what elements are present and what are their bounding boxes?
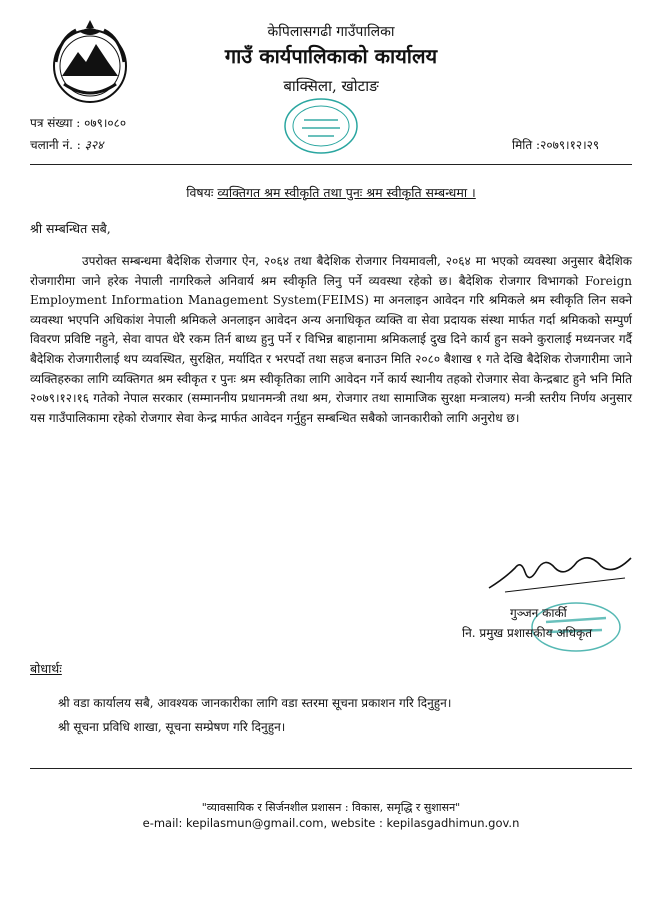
office-address: बाक्सिला, खोटाङ — [283, 77, 379, 95]
footer-motto: "व्यावसायिक र सिर्जनशील प्रशासन : विकास, समृद्धि र सुशासन" — [201, 801, 461, 814]
office-name: केपिलासगढी गाउँपालिका — [267, 24, 395, 40]
cc-item: श्री वडा कार्यालय सबै, आवश्यक जानकारीका लागि वडा स्तरमा सूचना प्रकाशन गरि दिनुहुन। — [58, 696, 452, 710]
office-stamp-icon — [282, 96, 360, 156]
cc-heading: बोधार्थः — [30, 661, 62, 676]
dispatch-number: चलानी नं. : ३२४ — [30, 138, 104, 152]
letter-date: मिति :२०७९।१२।२९ — [512, 138, 600, 152]
footer-contact: e-mail: kepilasmun@gmail.com, website : kepilasgadhimun.gov.n — [142, 816, 520, 830]
header-divider — [30, 164, 632, 165]
handwritten-signature-icon — [485, 548, 635, 598]
subject-line: विषयः व्यक्तिगत श्रम स्वीकृति तथा पुनः श्रम स्वीकृति सम्बन्धमा । — [186, 185, 476, 200]
office-title: गाउँ कार्यपालिकाको कार्यालय — [224, 44, 438, 68]
signatory-name: गुञ्जन कार्की — [510, 606, 567, 620]
cc-item: श्री सूचना प्रविधि शाखा, सूचना सम्प्रेषण गरि दिनुहुन। — [58, 720, 286, 734]
salutation: श्री सम्बन्धित सबै, — [30, 221, 111, 236]
signatory-title: नि. प्रमुख प्रशासकीय अधिकृत — [462, 626, 593, 640]
footer-divider — [30, 768, 632, 769]
letter-body: उपरोक्त सम्बन्धमा बैदेशिक रोजगार ऐन, २०६४ तथा बैदेशिक रोजगार नियमावली, २०६४ मा भएको व्यवस्था अनुसार बैदेशिक रोजगारीमा जाने हरेक नेपाली नागरिकले अनिवार्य श्रम स्वीकृति लिनु पर्ने व्यवस्था रहेको छ। बैदेशिक रोजगार विभागको Foreign Employment Information Management System(FEIMS) मा अनलाइन आवेदन गरि श्रमिकले श्रम स्वीकृति लिन सक्ने व्यवस्था भएपनि अधिकांश नेपाली श्रमिकले अनलाइन आवेदन अन्य अनाधिकृत व्यक्ति वा सेवा प्रदायक संस्था मार्फत गर्दा श्रमिकको सम्पुर्ण विवरण प्रविष्टि नहुने, सेवा वापत धेरै रकम तिर्न बाध्य हुनु पर्ने र विभिन्न बाहानामा श्रमिकलाई दुख दिने कार्य हुन सक्ने कुरालाई मध्यनजर गर्दै बैदेशिक रोजगारीलाई थप व्यवस्थित, सुरक्षित, मर्यादित र भरपर्दो तथा सहज बनाउन मिति २०८० बैशाख १ गते देखि बैदेशिक रोजगारीमा जाने व्यक्तिहरुका लागि व्यक्तिगत श्रम स्वीकृत र पुनः श्रम स्वीकृतिका लागि आवेदन गर्ने कार्य स्थानीय तहको रोजगार सेवा केन्द्रबाट हुने भनि मिति २०७९।१२।१६ गतेको नेपाल सरकार (सम्माननीय प्रधानमन्त्री तथा श्रम, रोजगार तथा सामाजिक सुरक्षा मन्त्रालय) मन्त्री स्तरीय निर्णय अनुसार यस गाउँपालिकामा रहेको रोजगार सेवा केन्द्र मार्फत आवेदन गर्नुहुन सम्बन्धित सबैको जानकारीको लागि अनुरोध छ। — [30, 254, 632, 425]
reference-number: पत्र संख्या : ०७९।०८० — [30, 116, 127, 130]
